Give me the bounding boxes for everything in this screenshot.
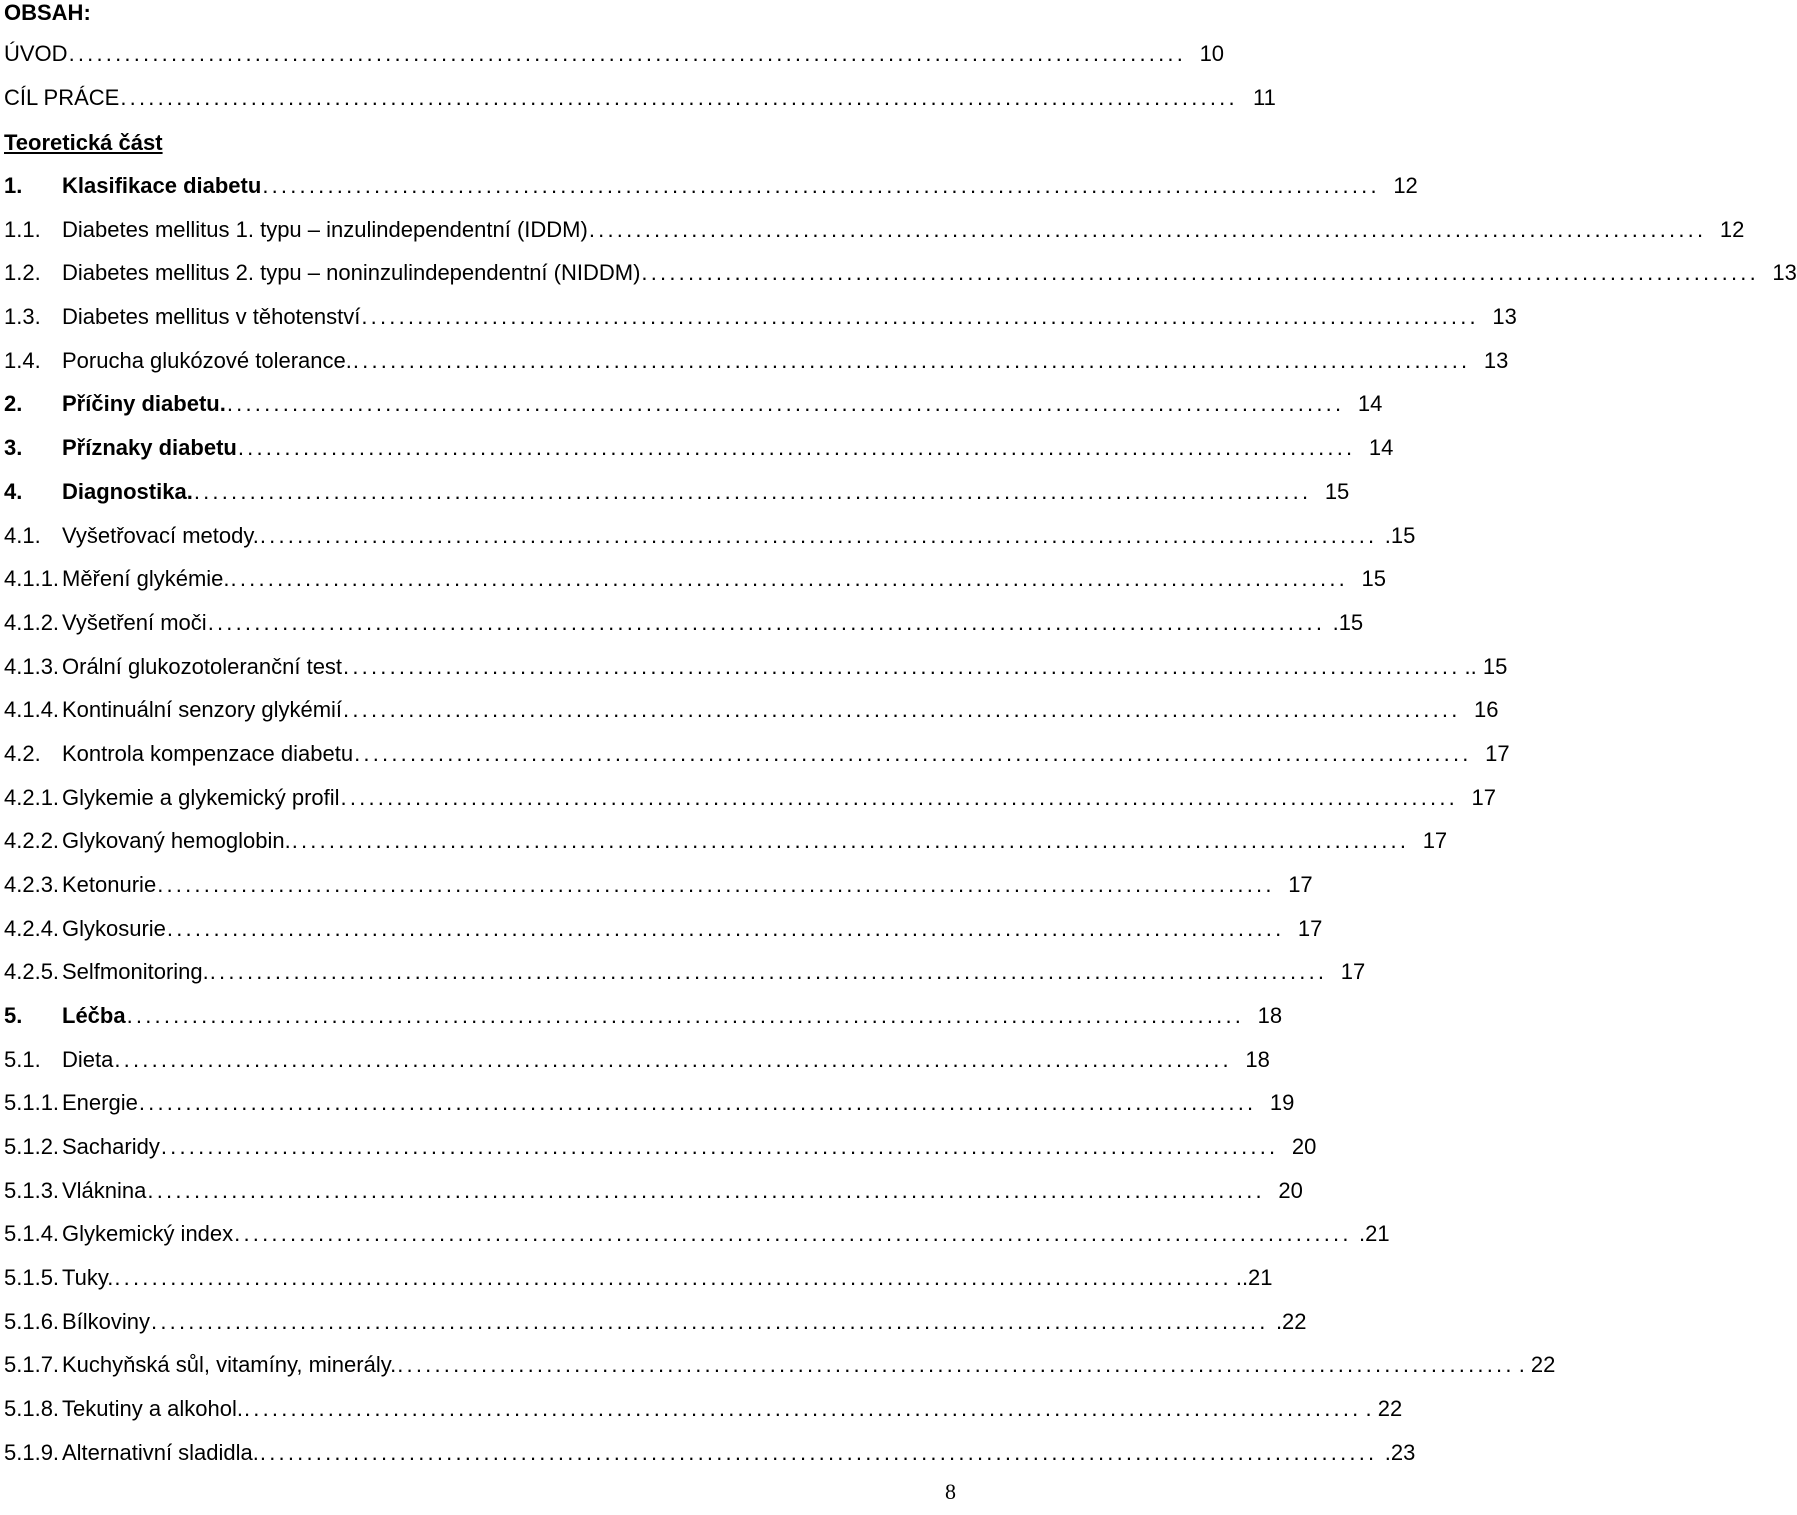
toc-entry-page: 12 (1393, 173, 1418, 198)
toc-entry-page: 15 (1324, 479, 1350, 504)
toc-entry-title: Diabetes mellitus 1. typu – inzulindependentní (IDDM) (62, 217, 588, 242)
toc-entry-page: 13 (1772, 260, 1797, 285)
toc-entry[interactable] (4, 652, 1508, 682)
page-number: 8 (945, 1479, 956, 1504)
toc-entry-page: 10 (1199, 41, 1225, 66)
toc-entry-title: Glykosurie (62, 916, 166, 941)
toc-entry-number: 4.2.5. (4, 959, 60, 984)
toc-entry[interactable] (4, 870, 1313, 900)
toc-entry[interactable] (4, 346, 1509, 376)
toc-entry[interactable] (4, 389, 1383, 419)
toc-entry-leader-dots: ........................................................................................................................ (207, 610, 1326, 635)
toc-entry-number: 4.2.2. (4, 828, 60, 853)
toc-entry-leader-dots: ........................................................................................................................ (114, 1047, 1232, 1072)
toc-entry-number: 5.1.6. (4, 1309, 60, 1334)
toc-entry-number: 1.3. (4, 304, 41, 329)
toc-entry-page: 18 (1257, 1003, 1283, 1028)
toc-entry-page: 13 (1483, 348, 1509, 373)
toc-entry-leader-dots: ........................................................................................................................ (343, 654, 1461, 679)
toc-entry-number: 5.1.2. (4, 1134, 60, 1159)
toc-entry[interactable] (4, 433, 1394, 463)
toc-entry-number: 5.1.8. (4, 1396, 60, 1421)
toc-entry-title: Vyšetření moči (62, 610, 207, 635)
toc-entry[interactable] (4, 608, 1364, 638)
toc-entry-leader-dots: ........................................................................................................................ (352, 348, 1471, 373)
toc-entry-number: 5.1.7. (4, 1352, 60, 1377)
toc-entry-leader-dots: ........................................................................................................................ (291, 828, 1410, 853)
toc-entry-title: CÍL PRÁCE (4, 85, 120, 110)
toc-entry-title: Dieta (62, 1047, 114, 1072)
toc-entry-page: 19 (1269, 1090, 1295, 1115)
toc-entry-title: Klasifikace diabetu (62, 173, 262, 198)
toc-entry-leader-dots: ........................................................................................................................ (120, 85, 1238, 110)
toc-entry-title: Vláknina (62, 1178, 147, 1203)
toc-entry-title: Diagnostika. (62, 479, 193, 504)
toc-entry[interactable] (4, 83, 1276, 113)
toc-entry-page: 17 (1471, 785, 1496, 810)
toc-entry-leader-dots: ........................................................................................................................ (343, 697, 1461, 722)
toc-entry-title: Léčba (62, 1003, 126, 1028)
toc-entry-title: Alternativní sladidla. (62, 1440, 259, 1465)
toc-entry-number: 5.1.3. (4, 1178, 60, 1203)
toc-entry[interactable] (4, 783, 1496, 813)
toc-entry-title: ÚVOD (4, 41, 68, 66)
toc-entry-leader-dots: ........................................................................................................................ (340, 785, 1458, 810)
toc-entry[interactable] (4, 171, 1418, 201)
toc-entry[interactable] (4, 826, 1448, 856)
toc-entry-title: Glykovaný hemoglobin. (62, 828, 291, 853)
toc-entry-leader-dots: ........................................................................................................................ (114, 1265, 1232, 1290)
toc-entry-page: .23 (1384, 1440, 1416, 1465)
toc-entry-title: Bílkoviny (62, 1309, 151, 1334)
toc-entry-number: 5. (4, 1003, 23, 1028)
toc-entry-number: 4.2. (4, 741, 41, 766)
toc-entry-page: . 22 (1518, 1352, 1556, 1377)
toc-entry-leader-dots: ........................................................................................................................ (244, 1396, 1362, 1421)
toc-entry-number: 1. (4, 173, 23, 198)
toc-entry-leader-dots: ........................................................................................................................ (234, 1221, 1352, 1246)
toc-entry-title: Orální glukozotoleranční test (62, 654, 343, 679)
toc-entry[interactable] (4, 739, 1510, 769)
toc-entry-number: 2. (4, 391, 23, 416)
toc-entry[interactable] (4, 1438, 1416, 1468)
toc-entry-title: Kuchyňská sůl, vitamíny, minerály. (62, 1352, 397, 1377)
toc-entry-page: 16 (1474, 697, 1499, 722)
toc-entry-leader-dots: ........................................................................................................................ (151, 1309, 1269, 1334)
toc-entry-number: 1.1. (4, 217, 41, 242)
toc-entry-title: Ketonurie (62, 872, 157, 897)
toc-entry-number: 4.1. (4, 523, 41, 548)
toc-entry-page: 18 (1245, 1047, 1270, 1072)
toc-entry[interactable] (4, 914, 1323, 944)
toc-entry-page: .22 (1275, 1309, 1307, 1334)
toc-entry-leader-dots: ........................................................................................................................ (230, 566, 1348, 591)
toc-entry[interactable] (4, 1219, 1390, 1249)
toc-entry[interactable] (4, 1394, 1403, 1424)
toc-entry-number: 4.2.3. (4, 872, 60, 897)
toc-entry-title: Diabetes mellitus 2. typu – noninzulindependentní (NIDDM) (62, 260, 641, 285)
toc-entry-title: Glykemický index (62, 1221, 234, 1246)
toc-entry-leader-dots: ........................................................................................................................ (237, 435, 1356, 460)
toc-entry[interactable] (4, 1132, 1317, 1162)
toc-entry-page: . 22 (1365, 1396, 1403, 1421)
toc-entry-title: Glykemie a glykemický profil (62, 785, 340, 810)
toc-entry[interactable] (4, 695, 1499, 725)
toc-entry-page: 12 (1719, 217, 1745, 242)
toc-entry-title: Kontinuální senzory glykémií (62, 697, 343, 722)
toc-entry-title: Vyšetřovací metody. (62, 523, 259, 548)
toc-entry[interactable] (4, 1088, 1295, 1118)
toc-entry-leader-dots: ........................................................................................................................ (166, 916, 1285, 941)
toc-entry-leader-dots: ........................................................................................................................ (361, 304, 1479, 329)
toc-entry-page: 17 (1288, 872, 1313, 897)
toc-entry-leader-dots: ........................................................................................................................ (262, 173, 1380, 198)
toc-entry-title: Kontrola kompenzace diabetu (62, 741, 354, 766)
toc-entry-leader-dots: ........................................................................................................................ (259, 523, 1378, 548)
toc-entry-number: 4. (4, 479, 23, 504)
toc-entry-title: Měření glykémie. (62, 566, 230, 591)
toc-entry-number: 5.1.1. (4, 1090, 60, 1115)
toc-entry-page: 20 (1291, 1134, 1317, 1159)
toc-entry-leader-dots: ........................................................................................................................ (588, 217, 1707, 242)
toc-entry-number: 5.1.5. (4, 1265, 60, 1290)
toc-entry-title: Selfmonitoring. (62, 959, 209, 984)
section-label-theoretical: Teoretická část (4, 130, 163, 155)
toc-entry-page: .15 (1332, 610, 1364, 635)
toc-entry[interactable] (4, 1045, 1270, 1075)
toc-entry-number: 4.1.2. (4, 610, 60, 635)
toc-entry-title: Diabetes mellitus v těhotenství (62, 304, 361, 329)
toc-entry-page: ..21 (1235, 1265, 1273, 1290)
toc-entry[interactable] (4, 957, 1366, 987)
toc-entry-page: 20 (1278, 1178, 1303, 1203)
toc-entry-title: Tuky. (62, 1265, 114, 1290)
toc-entry[interactable] (4, 1176, 1303, 1206)
toc-entry-page: 15 (1361, 566, 1386, 591)
toc-entry-page: .15 (1384, 523, 1416, 548)
toc-entry[interactable] (4, 1307, 1307, 1337)
toc-entry-page: 17 (1485, 741, 1510, 766)
toc-entry-leader-dots: ........................................................................................................................ (138, 1090, 1257, 1115)
toc-entry-title: Tekutiny a alkohol. (62, 1396, 243, 1421)
toc-entry-title: Energie (62, 1090, 138, 1115)
toc-entry-title: Porucha glukózové tolerance. (62, 348, 352, 373)
toc-entry[interactable] (4, 215, 1745, 245)
toc-entry-title: Sacharidy (62, 1134, 160, 1159)
toc-entry-leader-dots: ........................................................................................................................ (157, 872, 1275, 897)
toc-entry-number: 4.2.4. (4, 916, 60, 941)
toc-entry-leader-dots: ........................................................................................................................ (147, 1178, 1265, 1203)
toc-entry-leader-dots: ........................................................................................................................ (126, 1003, 1245, 1028)
toc-entry-leader-dots: ........................................................................................................................ (160, 1134, 1279, 1159)
toc-entry[interactable] (4, 1350, 1556, 1380)
toc-entry-leader-dots: ........................................................................................................................ (68, 41, 1187, 66)
toc-entry-page: .. 15 (1464, 654, 1508, 679)
toc-heading: OBSAH: (4, 0, 91, 25)
toc-entry-page: 14 (1368, 435, 1394, 460)
toc-entry[interactable] (4, 258, 1797, 288)
toc-entry-leader-dots: ........................................................................................................................ (193, 479, 1312, 504)
toc-entry-page: 13 (1492, 304, 1517, 329)
toc-entry-leader-dots: ........................................................................................................................ (226, 391, 1345, 416)
toc-entry-number: 5.1. (4, 1047, 41, 1072)
toc-entry-page: 17 (1340, 959, 1366, 984)
toc-entry-number: 4.1.3. (4, 654, 60, 679)
toc-entry-page: .21 (1359, 1221, 1390, 1246)
toc-entry-number: 5.1.4. (4, 1221, 60, 1246)
toc-entry-leader-dots: ........................................................................................................................ (259, 1440, 1378, 1465)
toc-entry-page: 14 (1357, 391, 1383, 416)
toc-entry[interactable] (4, 477, 1350, 507)
toc-entry[interactable] (4, 1263, 1273, 1293)
toc-entry-number: 4.1.4. (4, 697, 60, 722)
toc-entry-leader-dots: ........................................................................................................................ (397, 1352, 1515, 1377)
toc-entry-page: 17 (1422, 828, 1448, 853)
toc-entry-page: 17 (1297, 916, 1323, 941)
toc-entry[interactable] (4, 564, 1386, 594)
toc-entry-number: 5.1.9. (4, 1440, 60, 1465)
toc-entry-number: 4.1.1. (4, 566, 60, 591)
toc-entry-number: 1.4. (4, 348, 41, 373)
toc-entry[interactable] (4, 1001, 1283, 1031)
toc-entry-number: 4.2.1. (4, 785, 60, 810)
toc-entry[interactable] (4, 521, 1416, 551)
toc-entry-leader-dots: ........................................................................................................................ (641, 260, 1759, 285)
toc-entry-leader-dots: ........................................................................................................................ (209, 959, 1328, 984)
toc-entry[interactable] (4, 39, 1225, 69)
toc-entry-page: 11 (1252, 85, 1276, 110)
toc-entry-title: Příznaky diabetu (62, 435, 237, 460)
toc-entry-number: 3. (4, 435, 23, 460)
toc-entry[interactable] (4, 302, 1517, 332)
toc-entry-number: 1.2. (4, 260, 41, 285)
toc-entry-leader-dots: ........................................................................................................................ (354, 741, 1472, 766)
toc-entry-title: Příčiny diabetu. (62, 391, 226, 416)
